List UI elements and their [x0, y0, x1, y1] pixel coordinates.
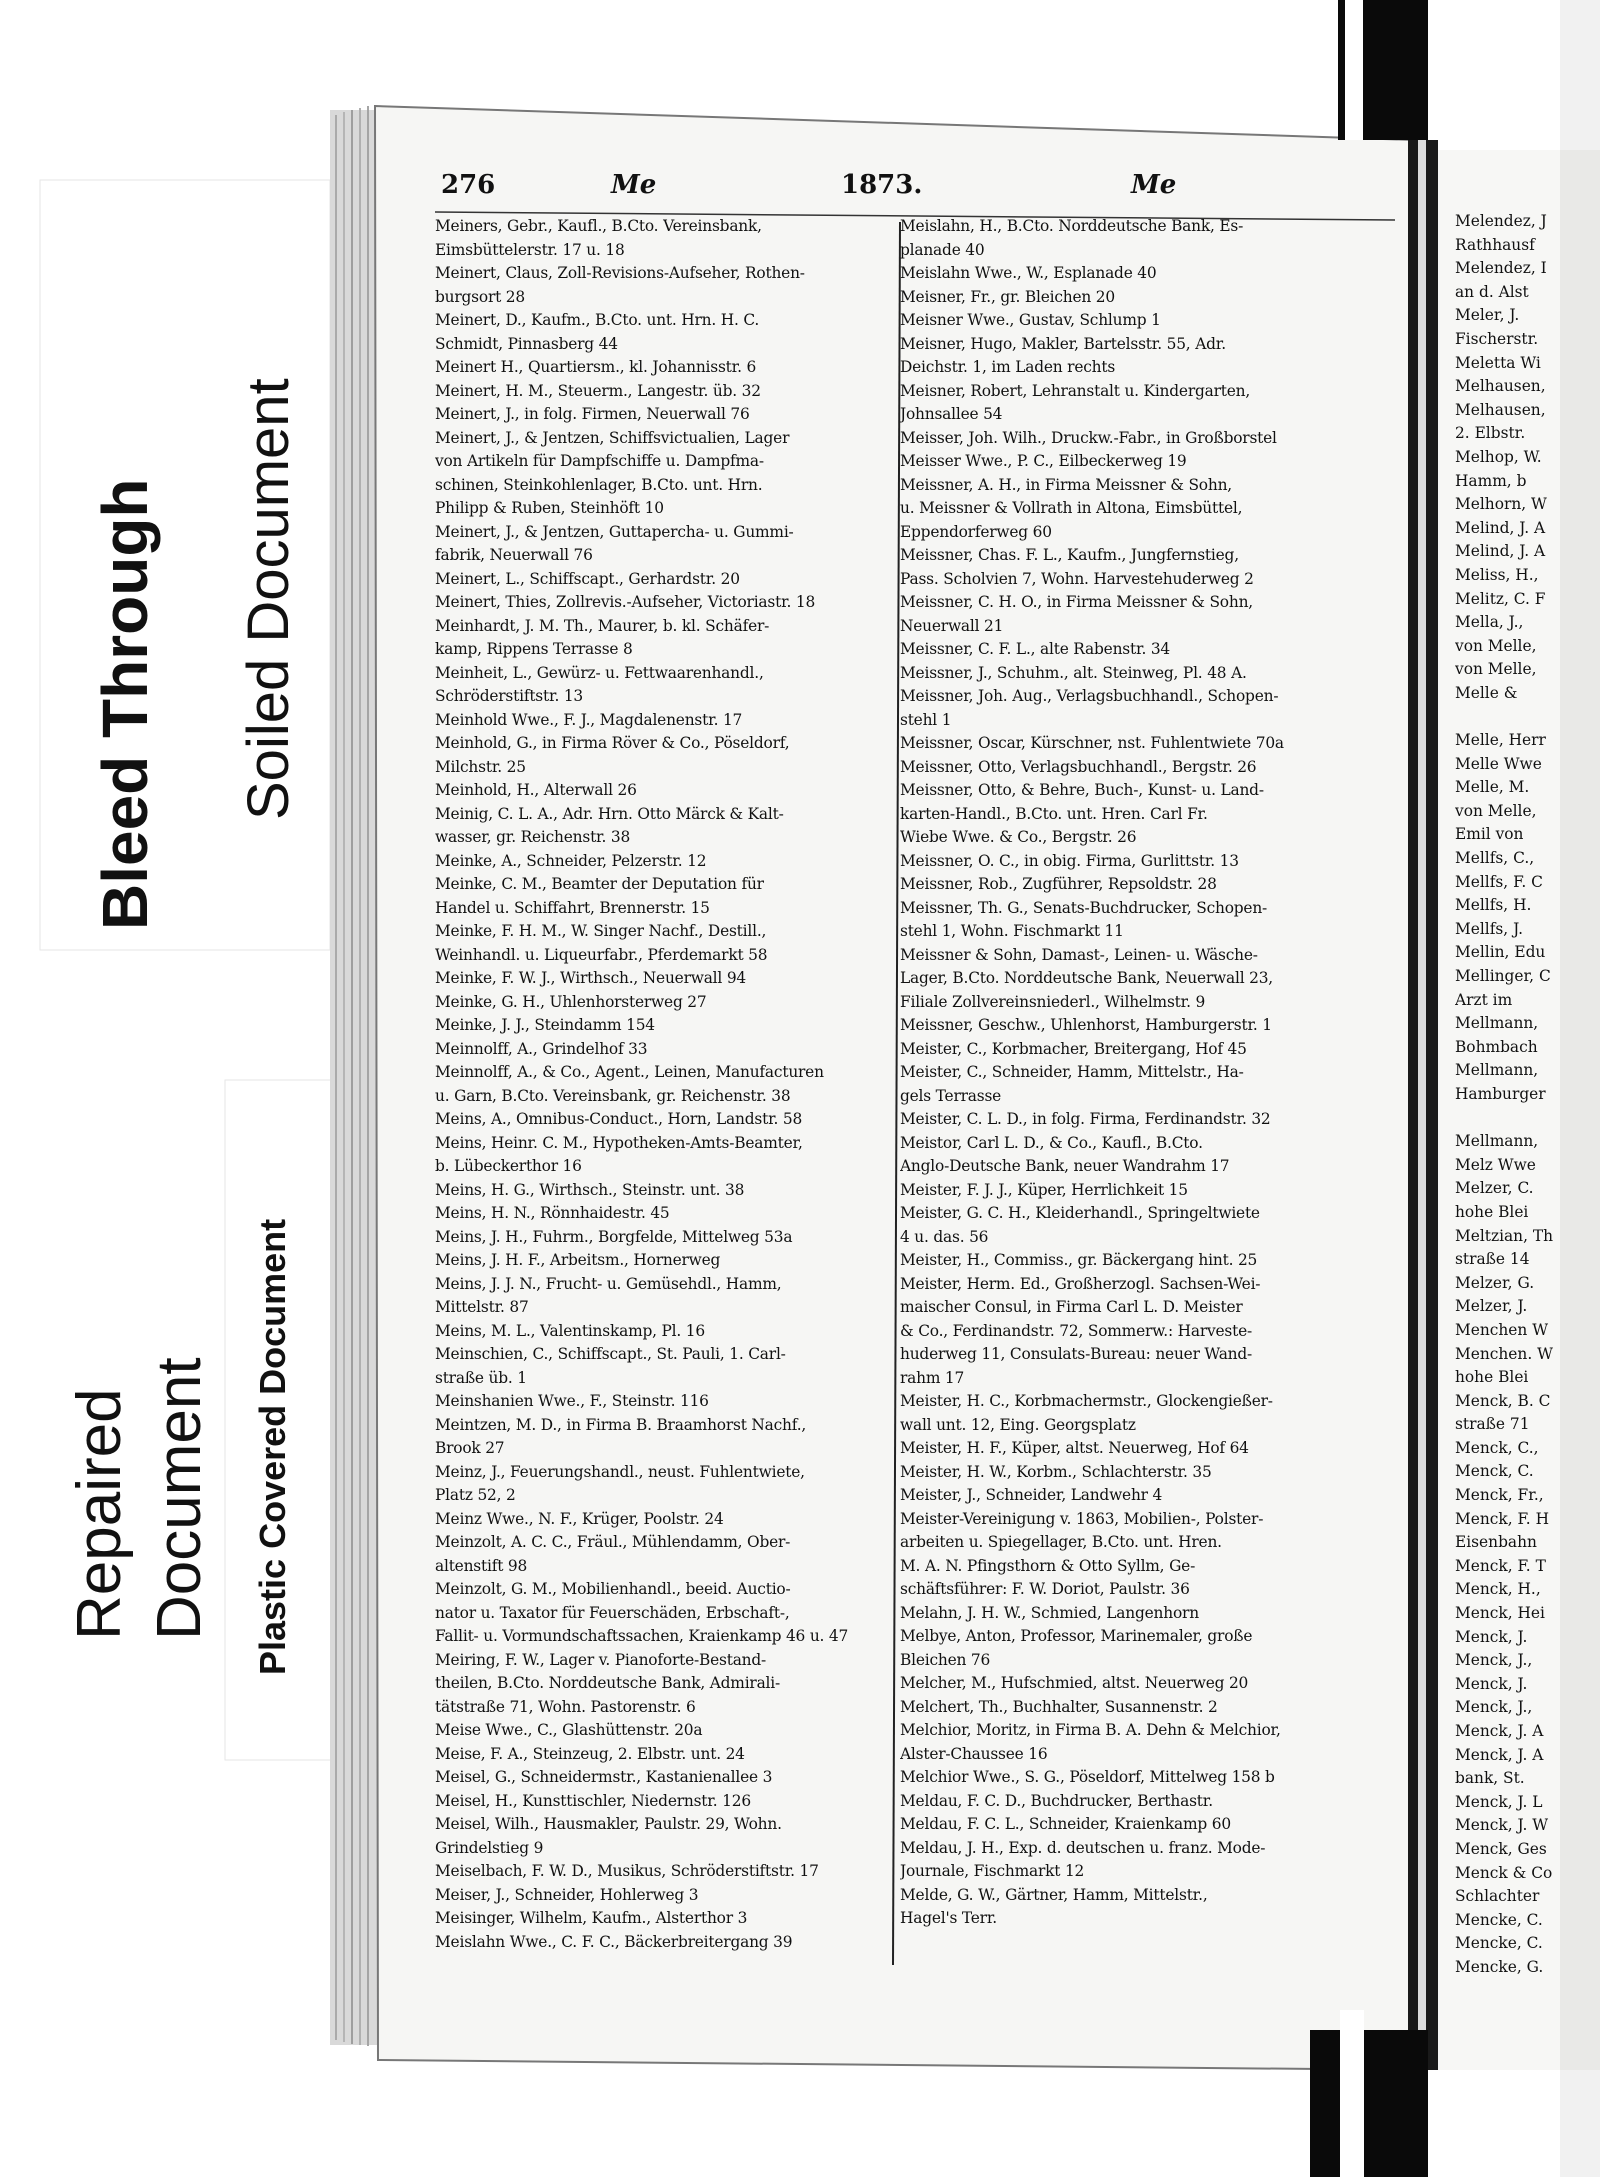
directory-entry-line: schinen, Steinkohlenlager, B.Cto. unt. Hrn. — [435, 475, 763, 494]
directory-entry-line: Menck, B. C — [1455, 1391, 1551, 1410]
directory-entry-line: Meliss, H., — [1455, 565, 1539, 584]
directory-entry-line: Meister, H. C., Korbmachermstr., Glockengießer- — [900, 1392, 1273, 1410]
directory-entry-line: Meinzolt, A. C. C., Fräul., Mühlendamm, Ober- — [435, 1533, 791, 1551]
directory-entry-line: altenstift 98 — [435, 1556, 528, 1575]
directory-entry-line: Melchert, Th., Buchhalter, Susannenstr. 2 — [900, 1697, 1218, 1716]
directory-entry-line: Meissner, Otto, Verlagsbuchhandl., Bergstr. 26 — [900, 757, 1257, 776]
directory-entry-line: Meinert H., Quartiersm., kl. Johannisstr. 6 — [435, 358, 757, 376]
directory-entry-line: Meissner, A. H., in Firma Meissner & Sohn, — [900, 475, 1232, 494]
directory-entry-line: Neuerwall 21 — [900, 616, 1004, 635]
directory-entry-line: Anglo-Deutsche Bank, neuer Wandrahm 17 — [900, 1157, 1230, 1175]
directory-entry-line: Meisel, G., Schneidermstr., Kastanienallee 3 — [435, 1768, 773, 1786]
plastic-covered-label: Plastic Covered Document — [252, 1218, 293, 1675]
directory-entry-line: Eppendorferweg 60 — [900, 522, 1052, 541]
directory-entry-line: Meister, G. C. H., Kleiderhandl., Springeltwiete — [900, 1204, 1260, 1222]
directory-entry-line: Melahn, J. H. W., Schmied, Langenhorn — [900, 1603, 1199, 1622]
directory-entry-line: Emil von — [1455, 825, 1524, 844]
directory-entry-line: Meister, H., Commiss., gr. Bäckergang hint. 25 — [900, 1251, 1258, 1269]
directory-entry-line: Meister, C. L. D., in folg. Firma, Ferdinandstr. 32 — [900, 1110, 1271, 1128]
directory-entry-line: Meisser Wwe., P. C., Eilbeckerweg 19 — [900, 452, 1187, 470]
directory-entry-line: Melhausen, — [1455, 377, 1546, 396]
directory-entry-line: Melde, G. W., Gärtner, Hamm, Mittelstr., — [900, 1885, 1208, 1904]
directory-entry-line: u. Meissner & Vollrath in Altona, Eimsbüttel, — [900, 499, 1243, 517]
directory-entry-line: Menck, J., — [1455, 1698, 1533, 1717]
directory-entry-line: Schröderstiftstr. 13 — [435, 687, 584, 705]
directory-entry-line: arbeiten u. Spiegellager, B.Cto. unt. Hren. — [900, 1533, 1222, 1551]
directory-entry-line: Meins, J. H. F., Arbeitsm., Hornerweg — [435, 1251, 721, 1269]
directory-entry-line: straße üb. 1 — [435, 1368, 527, 1387]
directory-entry-line: Menck, J. L — [1455, 1792, 1543, 1811]
directory-entry-line: Meisel, H., Kunsttischler, Niedernstr. 126 — [435, 1791, 751, 1810]
directory-entry-line: Eisenbahn — [1455, 1533, 1537, 1552]
directory-entry-line: Melhop, W. — [1455, 447, 1542, 466]
directory-entry-line: straße 14 — [1455, 1250, 1530, 1269]
directory-entry-line: Hamburger — [1455, 1084, 1546, 1103]
directory-entry-line: Grindelstieg 9 — [435, 1838, 544, 1857]
directory-entry-line: von Melle, — [1455, 660, 1537, 679]
directory-entry-line: Meinert, J., & Jentzen, Schiffsvictualien, Lager — [435, 428, 790, 447]
directory-entry-line: Meissner, J., Schuhm., alt. Steinweg, Pl. 48 A. — [900, 663, 1247, 682]
directory-entry-line: Menck, J. — [1455, 1627, 1528, 1646]
directory-entry-line: Weinhandl. u. Liqueurfabr., Pferdemarkt 58 — [435, 945, 768, 964]
directory-entry-line: Mencke, C. — [1455, 1934, 1543, 1953]
directory-entry-line: Meislahn Wwe., C. F. C., Bäckerbreitergang 39 — [435, 1932, 793, 1951]
directory-entry-line: Brook 27 — [435, 1439, 505, 1457]
directory-entry-line: Meislahn Wwe., W., Esplanade 40 — [900, 264, 1157, 282]
directory-entry-line: Meinke, F. H. M., W. Singer Nachf., Destill., — [435, 922, 767, 940]
directory-entry-line: Meiser, J., Schneider, Hohlerweg 3 — [435, 1885, 699, 1904]
directory-entry-line: Meiselbach, F. W. D., Musikus, Schröderstiftstr. 17 — [435, 1862, 819, 1880]
directory-entry-line: Meinzolt, G. M., Mobilienhandl., beeid. Auctio- — [435, 1580, 791, 1598]
directory-entry-line: Meisner, Fr., gr. Bleichen 20 — [900, 287, 1115, 306]
directory-entry-line: Melle, Herr — [1455, 731, 1546, 750]
directory-entry-line: Meins, H. N., Rönnhaidestr. 45 — [435, 1204, 670, 1222]
directory-entry-line: straße 71 — [1455, 1415, 1530, 1434]
right-running-head: Me — [1131, 170, 1177, 200]
directory-entry-line: Meissner & Sohn, Damast-, Leinen- u. Wäsche- — [900, 945, 1258, 964]
directory-entry-line: an d. Alst — [1455, 282, 1529, 301]
directory-entry-line: Menck, J. — [1455, 1674, 1528, 1693]
directory-entry-line: von Melle, — [1455, 636, 1537, 655]
directory-entry-line: Menck, J. A — [1455, 1745, 1544, 1764]
directory-entry-line: nator u. Taxator für Feuerschäden, Erbschaft-, — [435, 1603, 790, 1622]
directory-entry-line: Fallit- u. Vormundschaftssachen, Kraienkamp 46 u. 47 — [435, 1627, 849, 1645]
directory-entry-line: planade 40 — [900, 240, 985, 259]
soiled-document-label: Soiled Document — [236, 378, 301, 820]
directory-entry-line: Meisinger, Wilhelm, Kaufm., Alsterthor 3 — [435, 1909, 748, 1927]
directory-entry-line: Meins, Heinr. C. M., Hypotheken-Amts-Beamter, — [435, 1133, 803, 1152]
directory-entry-line: Mellin, Edu — [1455, 943, 1546, 962]
directory-entry-line: Melhausen, — [1455, 400, 1546, 419]
directory-entry-line: Johnsallee 54 — [900, 405, 1003, 423]
directory-entry-line: Meintzen, M. D., in Firma B. Braamhorst Nachf., — [435, 1415, 807, 1434]
directory-entry-line: Melle, M. — [1455, 778, 1530, 797]
directory-entry-line: b. Lübeckerthor 16 — [435, 1157, 582, 1175]
directory-entry-line: Meinz, J., Feuerungshandl., neust. Fuhlentwiete, — [435, 1462, 805, 1481]
directory-entry-line: von Artikeln für Dampfschiffe u. Dampfma- — [435, 452, 764, 470]
right-column — [900, 215, 1380, 1931]
directory-entry-line: Mellmann, — [1455, 1132, 1539, 1151]
directory-entry-line: Meins, H. G., Wirthsch., Steinstr. unt. 38 — [435, 1180, 745, 1199]
directory-entry-line: 4 u. das. 56 — [900, 1227, 989, 1246]
directory-entry-line: Meletta Wi — [1455, 353, 1541, 372]
directory-entry-line: stehl 1 — [900, 710, 952, 729]
directory-entry-line: Meinz Wwe., N. F., Krüger, Poolstr. 24 — [435, 1509, 724, 1528]
directory-entry-line: Melle Wwe — [1455, 754, 1542, 773]
directory-entry-line: Menck, C., — [1455, 1438, 1539, 1457]
directory-entry-line: Meisel, Wilh., Hausmakler, Paulstr. 29, Wohn. — [435, 1815, 782, 1833]
directory-entry-line: Meistor, Carl L. D., & Co., Kaufl., B.Cto. — [900, 1133, 1203, 1152]
directory-entry-line: Meinke, F. W. J., Wirthsch., Neuerwall 94 — [435, 969, 747, 987]
directory-entry-line: Menchen. W — [1455, 1344, 1553, 1363]
directory-entry-line: Meinig, C. L. A., Adr. Hrn. Otto Märck & Kalt- — [435, 804, 784, 823]
directory-entry-line: Wiebe Wwe. & Co., Bergstr. 26 — [900, 828, 1137, 846]
directory-entry-line: Meinke, A., Schneider, Pelzerstr. 12 — [435, 851, 707, 870]
directory-entry-line: Journale, Fischmarkt 12 — [900, 1862, 1085, 1880]
directory-entry-line: fabrik, Neuerwall 76 — [435, 546, 593, 564]
directory-entry-line: Menck, J., — [1455, 1651, 1533, 1670]
directory-entry-line: Menck, F. H — [1455, 1509, 1549, 1528]
directory-entry-line: kamp, Rippens Terrasse 8 — [435, 640, 633, 658]
directory-entry-line: Meister, H. F., Küper, altst. Neuerweg, Hof 64 — [900, 1439, 1249, 1457]
directory-entry-line: Melz Wwe — [1455, 1155, 1536, 1174]
directory-entry-line: Meins, A., Omnibus-Conduct., Horn, Landstr. 58 — [435, 1110, 803, 1128]
directory-entry-line: Meissner, Chas. F. L., Kaufm., Jungfernstieg, — [900, 546, 1239, 564]
directory-entry-line: Meissner, Otto, & Behre, Buch-, Kunst- u. Land- — [900, 781, 1264, 799]
directory-entry-line: u. Garn, B.Cto. Vereinsbank, gr. Reichenstr. 38 — [435, 1086, 791, 1105]
directory-entry-line: maischer Consul, in Firma Carl L. D. Meister — [900, 1298, 1243, 1316]
directory-entry-line: Meisner Wwe., Gustav, Schlump 1 — [900, 311, 1161, 329]
directory-entry-line: rahm 17 — [900, 1368, 965, 1387]
directory-entry-line: tätstraße 71, Wohn. Pastorenstr. 6 — [435, 1697, 696, 1716]
directory-entry-line: Meinke, J. J., Steindamm 154 — [435, 1016, 655, 1034]
directory-entry-line: Meins, J. H., Fuhrm., Borgfelde, Mittelweg 53a — [435, 1227, 793, 1246]
directory-entry-line: bank, St. — [1455, 1769, 1525, 1788]
bleed-through-label: Bleed Through — [89, 478, 161, 930]
directory-entry-line: Meler, J. — [1455, 306, 1520, 325]
directory-entry-line: Rathhausf — [1455, 235, 1535, 254]
repaired-line-1: Repaired — [65, 1388, 134, 1640]
directory-entry-line: M. A. N. Pfingsthorn & Otto Syllm, Ge- — [900, 1556, 1196, 1575]
directory-entry-line: Fischerstr. — [1455, 329, 1539, 348]
directory-entry-line: Meldau, J. H., Exp. d. deutschen u. franz. Mode- — [900, 1838, 1266, 1857]
directory-entry-line: Meissner, Th. G., Senats-Buchdrucker, Schopen- — [900, 898, 1268, 917]
repaired-document-label — [60, 1357, 220, 1640]
directory-entry-line: Meinert, Claus, Zoll-Revisions-Aufseher, Rothen- — [435, 264, 805, 282]
directory-entry-line: Melchior, Moritz, in Firma B. A. Dehn & Melchior, — [900, 1721, 1281, 1739]
directory-entry-line: Meister, C., Korbmacher, Breitergang, Hof 45 — [900, 1039, 1247, 1058]
directory-entry-line: hohe Blei — [1455, 1368, 1529, 1387]
directory-entry-line: Meinnolff, A., Grindelhof 33 — [435, 1039, 648, 1058]
directory-entry-line: karten-Handl., B.Cto. unt. Hren. Carl Fr. — [900, 804, 1208, 823]
directory-entry-line: Menck, Hei — [1455, 1604, 1545, 1623]
directory-entry-line: Meisner, Hugo, Makler, Bartelsstr. 55, Adr. — [900, 334, 1226, 353]
directory-entry-line: Menck, F. T — [1455, 1556, 1546, 1575]
directory-entry-line: Meinhold, G., in Firma Röver & Co., Pöseldorf, — [435, 734, 790, 752]
directory-entry-line: theilen, B.Cto. Norddeutsche Bank, Admirali- — [435, 1674, 780, 1692]
directory-entry-line: Meister, J., Schneider, Landwehr 4 — [900, 1486, 1163, 1504]
directory-entry-line: Meister, C., Schneider, Hamm, Mittelstr., Ha- — [900, 1063, 1244, 1081]
directory-entry-line: Lager, B.Cto. Norddeutsche Bank, Neuerwall 23, — [900, 969, 1274, 987]
directory-entry-line: Meinert, H. M., Steuerm., Langestr. üb. 32 — [435, 381, 761, 400]
directory-entry-line: wall unt. 12, Eing. Georgsplatz — [900, 1415, 1136, 1434]
directory-entry-line: Meisner, Robert, Lehranstalt u. Kindergarten, — [900, 381, 1251, 400]
directory-entry-line: Bohmbach — [1455, 1037, 1538, 1056]
directory-entry-line: & Co., Ferdinandstr. 72, Sommerw.: Harveste- — [900, 1321, 1252, 1340]
directory-entry-line: Meinert, L., Schiffscapt., Gerhardstr. 20 — [435, 569, 740, 588]
directory-entry-line: Meister-Vereinigung v. 1863, Mobilien-, Polster- — [900, 1509, 1264, 1528]
directory-entry-line: Meinhardt, J. M. Th., Maurer, b. kl. Schäfer- — [435, 616, 770, 635]
directory-entry-line: Meister, H. W., Korbm., Schlachterstr. 35 — [900, 1462, 1212, 1481]
directory-entry-line: hohe Blei — [1455, 1202, 1529, 1221]
directory-entry-line: Meise Wwe., C., Glashüttenstr. 20a — [435, 1721, 703, 1739]
directory-entry-line: huderweg 11, Consulats-Bureau: neuer Wand- — [900, 1345, 1253, 1363]
directory-entry-line: Arzt im — [1455, 990, 1513, 1009]
directory-entry-line: Menck, C. — [1455, 1462, 1534, 1481]
directory-entry-line: Mella, J., — [1455, 613, 1524, 632]
directory-entry-line: Milchstr. 25 — [435, 757, 526, 776]
directory-entry-line: Meinschien, C., Schiffscapt., St. Pauli, 1. Carl- — [435, 1345, 786, 1363]
directory-entry-line: Meissner, Oscar, Kürschner, nst. Fuhlentwiete 70a — [900, 734, 1284, 752]
directory-entry-line: Meins, J. J. N., Frucht- u. Gemüsehdl., Hamm, — [435, 1274, 782, 1293]
next-page-edge-column — [1455, 210, 1600, 1980]
directory-entry-line: Filiale Zollvereinsniederl., Wilhelmstr. 9 — [900, 992, 1206, 1011]
directory-entry-line: Melchior Wwe., S. G., Pöseldorf, Mittelweg 158 b — [900, 1768, 1275, 1786]
directory-entry-line: Melcher, M., Hufschmied, altst. Neuerweg 20 — [900, 1674, 1249, 1692]
directory-entry-line: Meislahn, H., B.Cto. Norddeutsche Bank, Es- — [900, 217, 1244, 235]
repaired-line-2: Document — [145, 1357, 214, 1640]
directory-entry-line: Melind, J. A — [1455, 518, 1546, 537]
directory-entry-line: Meise, F. A., Steinzeug, 2. Elbstr. unt. 24 — [435, 1744, 745, 1763]
directory-entry-line: Menck & Co — [1455, 1863, 1553, 1882]
directory-entry-line: Menck, J. A — [1455, 1722, 1544, 1740]
directory-entry-line: Menck, J. W — [1455, 1816, 1549, 1835]
directory-entry-line: Meinhold Wwe., F. J., Magdalenenstr. 17 — [435, 710, 743, 729]
directory-entry-line: Schmidt, Pinnasberg 44 — [435, 334, 618, 353]
directory-entry-line: Meisser, Joh. Wilh., Druckw.-Fabr., in Großborstel — [900, 428, 1277, 447]
directory-entry-line: Meiring, F. W., Lager v. Pianoforte-Bestand- — [435, 1650, 767, 1669]
directory-entry-line: Mencke, G. — [1455, 1957, 1544, 1976]
page-number: 276 — [441, 170, 496, 200]
directory-entry-line: Menchen W — [1455, 1320, 1549, 1339]
directory-entry-line: Meinhold, H., Alterwall 26 — [435, 781, 637, 799]
directory-entry-line: stehl 1, Wohn. Fischmarkt 11 — [900, 922, 1124, 940]
directory-entry-line: Meiners, Gebr., Kaufl., B.Cto. Vereinsbank, — [435, 217, 762, 235]
directory-entry-line: Melhorn, W — [1455, 495, 1547, 514]
directory-entry-line: Mellmann, — [1455, 1014, 1539, 1033]
directory-entry-line: Meldau, F. C. D., Buchdrucker, Berthastr. — [900, 1791, 1213, 1810]
directory-entry-line: Meinheit, L., Gewürz- u. Fettwaarenhandl., — [435, 663, 764, 682]
directory-entry-line: Handel u. Schiffahrt, Brennerstr. 15 — [435, 898, 710, 917]
directory-entry-line: Menck, Fr., — [1455, 1486, 1544, 1505]
directory-entry-line: Melzer, J. — [1455, 1297, 1528, 1316]
directory-entry-line: Deichstr. 1, im Laden rechts — [900, 358, 1116, 376]
directory-entry-line: Melbye, Anton, Professor, Marinemaler, große — [900, 1627, 1253, 1645]
directory-entry-line: 2. Elbstr. — [1455, 424, 1526, 443]
directory-entry-line: Hamm, b — [1455, 471, 1527, 490]
directory-entry-line: Meins, M. L., Valentinskamp, Pl. 16 — [435, 1321, 705, 1340]
directory-entry-line: Meinnolff, A., & Co., Agent., Leinen, Manufacturen — [435, 1063, 824, 1081]
directory-entry-line: Melendez, I — [1455, 259, 1547, 278]
directory-entry-line: Meinert, Thies, Zollrevis.-Aufseher, Victoriastr. 18 — [435, 593, 816, 611]
directory-entry-line: Mellinger, C — [1455, 967, 1551, 985]
directory-entry-line — [1455, 1107, 1600, 1131]
directory-entry-line: Platz 52, 2 — [435, 1486, 516, 1504]
directory-entry-line: Meinert, D., Kaufm., B.Cto. unt. Hrn. H. C. — [435, 311, 760, 329]
directory-entry-line: Meinert, J., & Jentzen, Guttapercha- u. Gummi- — [435, 522, 794, 541]
left-running-head: Me — [611, 170, 657, 200]
directory-entry-line: Menck, H., — [1455, 1580, 1541, 1599]
directory-entry-line: Mittelstr. 87 — [435, 1298, 529, 1316]
directory-entry-line: Meissner, Rob., Zugführer, Repsoldstr. 28 — [900, 875, 1217, 893]
left-column — [435, 215, 950, 1954]
directory-entry-line: Mellfs, H. — [1455, 896, 1532, 915]
directory-entry-line: Schlachter — [1455, 1887, 1540, 1906]
directory-entry-line: wasser, gr. Reichenstr. 38 — [435, 828, 631, 846]
directory-entry-line: burgsort 28 — [435, 287, 525, 306]
directory-entry-line: Meister, Herm. Ed., Großherzogl. Sachsen-Wei- — [900, 1274, 1261, 1293]
page-year: 1873. — [841, 170, 923, 200]
directory-entry-line: Menck, Ges — [1455, 1839, 1547, 1858]
directory-entry-line — [1455, 705, 1600, 729]
directory-entry-line: Melzer, C. — [1455, 1179, 1534, 1198]
directory-entry-line: Meldau, F. C. L., Schneider, Kraienkamp 60 — [900, 1815, 1231, 1833]
directory-entry-line: Pass. Scholvien 7, Wohn. Harvestehuderweg 2 — [900, 569, 1254, 588]
directory-entry-line: Melind, J. A — [1455, 542, 1546, 561]
directory-entry-line: Meissner, C. F. L., alte Rabenstr. 34 — [900, 640, 1171, 658]
directory-entry-line: Meissner, Geschw., Uhlenhorst, Hamburgerstr. 1 — [900, 1016, 1272, 1034]
directory-entry-line: Mellmann, — [1455, 1061, 1539, 1080]
directory-entry-line: Mellfs, C., — [1455, 849, 1535, 868]
page-header — [441, 170, 1341, 210]
directory-entry-line: Meissner, C. H. O., in Firma Meissner & Sohn, — [900, 593, 1253, 611]
directory-entry-line: schäftsführer: F. W. Doriot, Paulstr. 36 — [900, 1580, 1190, 1598]
directory-entry-line: Meinke, C. M., Beamter der Deputation für — [435, 875, 764, 893]
directory-entry-line: Meissner, O. C., in obig. Firma, Gurlittstr. 13 — [900, 851, 1239, 870]
directory-entry-line: Bleichen 76 — [900, 1650, 991, 1669]
directory-entry-line: von Melle, — [1455, 801, 1537, 820]
directory-entry-line: Melitz, C. F — [1455, 589, 1546, 608]
directory-entry-line: Meinshanien Wwe., F., Steinstr. 116 — [435, 1392, 709, 1410]
directory-entry-line: Meinert, J., in folg. Firmen, Neuerwall 76 — [435, 405, 750, 423]
directory-entry-line: Mellfs, F. C — [1455, 872, 1543, 891]
directory-entry-line: Melle & — [1455, 683, 1518, 702]
directory-entry-line: Meister, F. J. J., Küper, Herrlichkeit 15 — [900, 1180, 1188, 1199]
directory-entry-line: gels Terrasse — [900, 1086, 1002, 1105]
directory-entry-line: Meissner, Joh. Aug., Verlagsbuchhandl., Schopen- — [900, 687, 1279, 705]
directory-page — [375, 120, 1410, 2085]
directory-entry-line: Alster-Chaussee 16 — [900, 1744, 1048, 1763]
directory-entry-line: Philipp & Ruben, Steinhöft 10 — [435, 499, 664, 517]
directory-entry-line: Eimsbüttelerstr. 17 u. 18 — [435, 240, 625, 259]
directory-entry-line: Meltzian, Th — [1455, 1226, 1554, 1245]
directory-entry-line: Meinke, G. H., Uhlenhorsterweg 27 — [435, 992, 707, 1011]
directory-entry-line: Melendez, J — [1455, 212, 1547, 230]
directory-entry-line: Hagel's Terr. — [900, 1909, 997, 1927]
directory-entry-line: Melzer, G. — [1455, 1273, 1535, 1292]
directory-entry-line: Mellfs, J. — [1455, 919, 1523, 938]
directory-entry-line: Mencke, C. — [1455, 1910, 1543, 1929]
